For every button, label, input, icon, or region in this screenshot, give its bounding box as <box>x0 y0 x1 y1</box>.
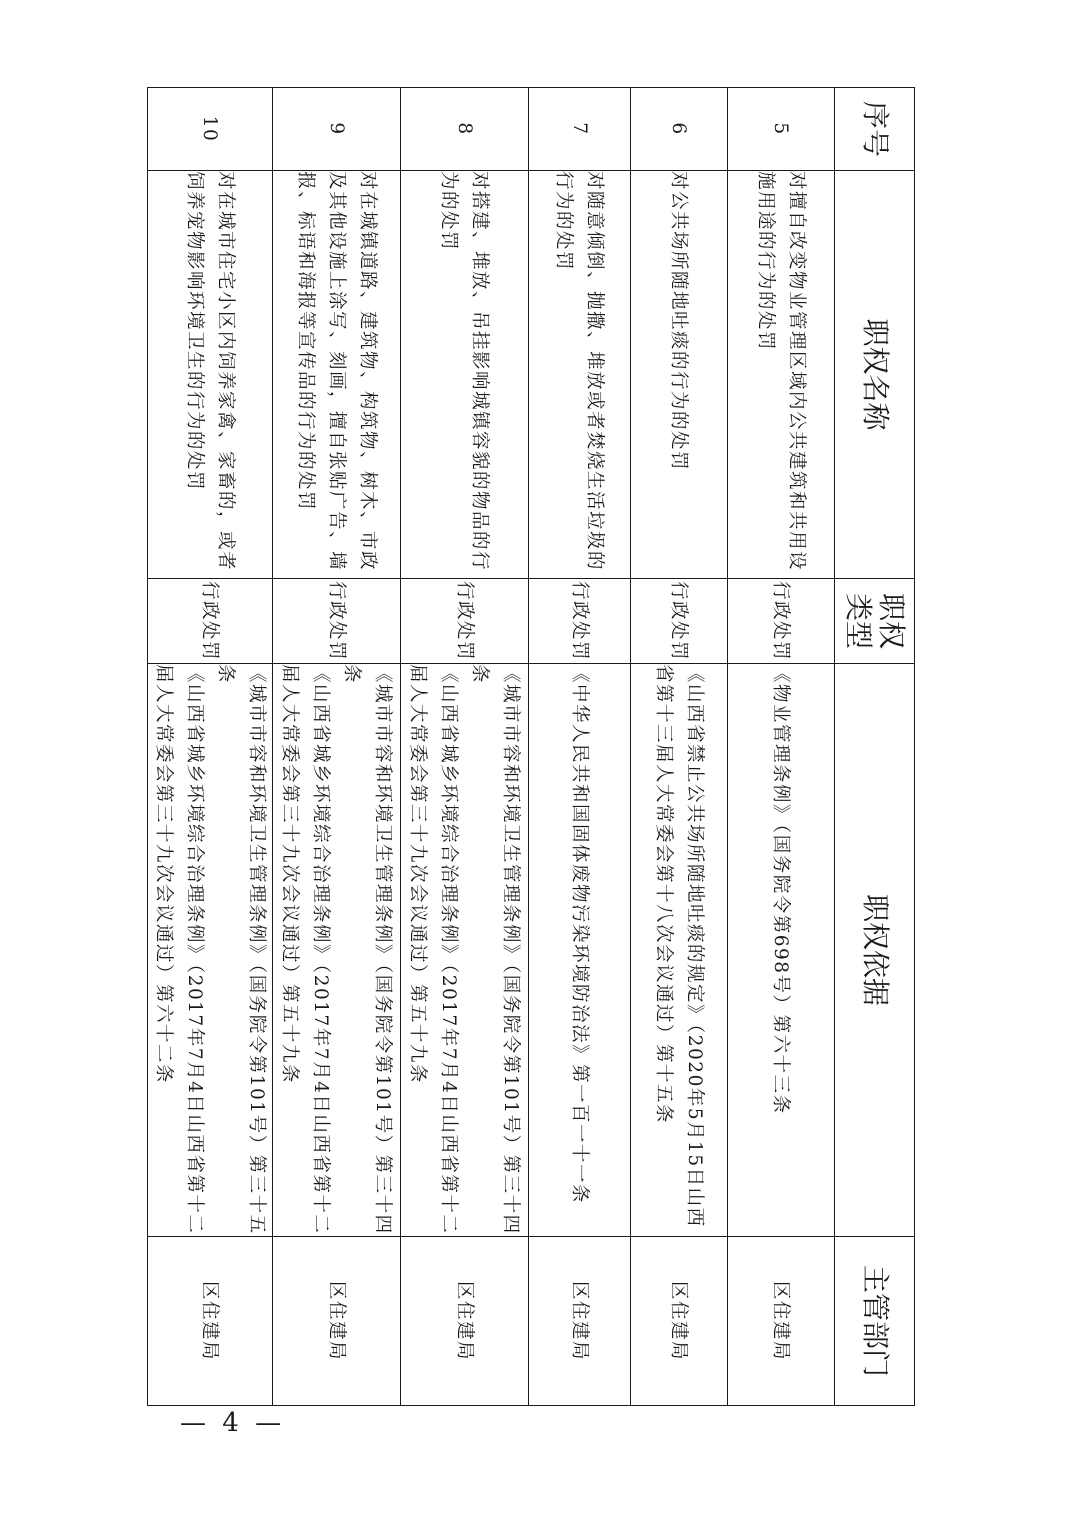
row-type: 行政处罚 <box>401 579 529 664</box>
row-name: 对公共场所随地吐痰的行为的处罚 <box>631 171 728 579</box>
row-name: 对擅自改变物业管理区域内公共建筑和共用设施用途的行为的处罚 <box>728 171 835 579</box>
header-name: 职权名称 <box>835 171 915 579</box>
table-body <box>148 88 835 1406</box>
row-type: 行政处罚 <box>631 579 728 664</box>
row-seq: 7 <box>529 88 631 171</box>
header-type <box>835 579 915 664</box>
basis-line: 《城市市容和环境卫生管理条例》（国务院令第101号）第三十五条 <box>215 664 267 1235</box>
authority-table <box>147 87 915 1406</box>
row-basis <box>148 664 273 1237</box>
page-number: — 4 — <box>180 1408 286 1438</box>
row-basis <box>529 664 631 1237</box>
row-seq: 10 <box>148 88 273 171</box>
basis-line: 《中华人民共和国固体废物污染环境防治法》第一百一十一条 <box>569 664 590 1205</box>
basis-line: 《物业管理条例》（国务院令第698号）第六十三条 <box>770 664 792 1115</box>
table-header-row <box>835 88 915 1406</box>
header-type-line1: 职权 <box>874 592 908 649</box>
row-dept: 区住建局 <box>401 1237 529 1406</box>
row-dept: 区住建局 <box>273 1237 401 1406</box>
row-name: 对搭建、堆放、吊挂影响城镇容貌的物品的行为的处罚 <box>401 171 529 579</box>
header-type-line2: 类型 <box>842 592 876 649</box>
row-name: 对在城市住宅小区内饲养家禽、家畜的，或者饲养宠物影响环境卫生的行为的处罚 <box>148 171 273 579</box>
table-row <box>148 88 273 1406</box>
row-seq: 8 <box>401 88 529 171</box>
row-type: 行政处罚 <box>529 579 631 664</box>
basis-line: 《山西省城乡环境综合治理条例》（2017年7月4日山西省第十二届人大常委会第三十九次会议通过）第五十九条 <box>279 664 332 1235</box>
table-row <box>631 88 728 1406</box>
row-type: 行政处罚 <box>273 579 401 664</box>
row-name: 对随意倾倒、抛撒、堆放或者焚烧生活垃圾的行为的处罚 <box>529 171 631 579</box>
table-row <box>529 88 631 1406</box>
header-seq: 序号 <box>835 88 915 171</box>
row-type: 行政处罚 <box>148 579 273 664</box>
rotated-table-container <box>153 87 915 1405</box>
basis-line: 《城市市容和环境卫生管理条例》（国务院令第101号）第三十四条 <box>341 664 394 1235</box>
row-dept: 区住建局 <box>148 1237 273 1406</box>
row-basis <box>728 664 835 1237</box>
row-name: 对在城镇道路、建筑物、构筑物、树木、市政及其他设施上涂写、刻画，擅自张贴广告、墙报、标语和海报等宣传品的行为的处罚 <box>273 171 401 579</box>
basis-line: 《山西省城乡环境综合治理条例》（2017年7月4日山西省第十二届人大常委会第三十九次会议通过）第六十二条 <box>153 664 205 1235</box>
basis-line: 《城市市容和环境卫生管理条例》（国务院令第101号）第三十四条 <box>469 664 522 1235</box>
row-dept: 区住建局 <box>529 1237 631 1406</box>
row-seq: 6 <box>631 88 728 171</box>
basis-line: 《山西省禁止公共场所随地吐痰的规定》（2020年5月15日山西省第十三届人大常委会第十八次会议通过）第十五条 <box>653 664 705 1228</box>
row-basis <box>401 664 529 1237</box>
row-basis <box>631 664 728 1237</box>
table-row <box>401 88 529 1406</box>
row-seq: 9 <box>273 88 401 171</box>
table-row <box>273 88 401 1406</box>
row-dept: 区住建局 <box>631 1237 728 1406</box>
header-basis: 职权依据 <box>835 664 915 1237</box>
row-type: 行政处罚 <box>728 579 835 664</box>
header-dept: 主管部门 <box>835 1237 915 1406</box>
row-dept: 区住建局 <box>728 1237 835 1406</box>
row-seq: 5 <box>728 88 835 171</box>
row-basis <box>273 664 401 1237</box>
table-row <box>728 88 835 1406</box>
basis-line: 《山西省城乡环境综合治理条例》（2017年7月4日山西省第十二届人大常委会第三十九次会议通过）第五十九条 <box>407 664 460 1235</box>
